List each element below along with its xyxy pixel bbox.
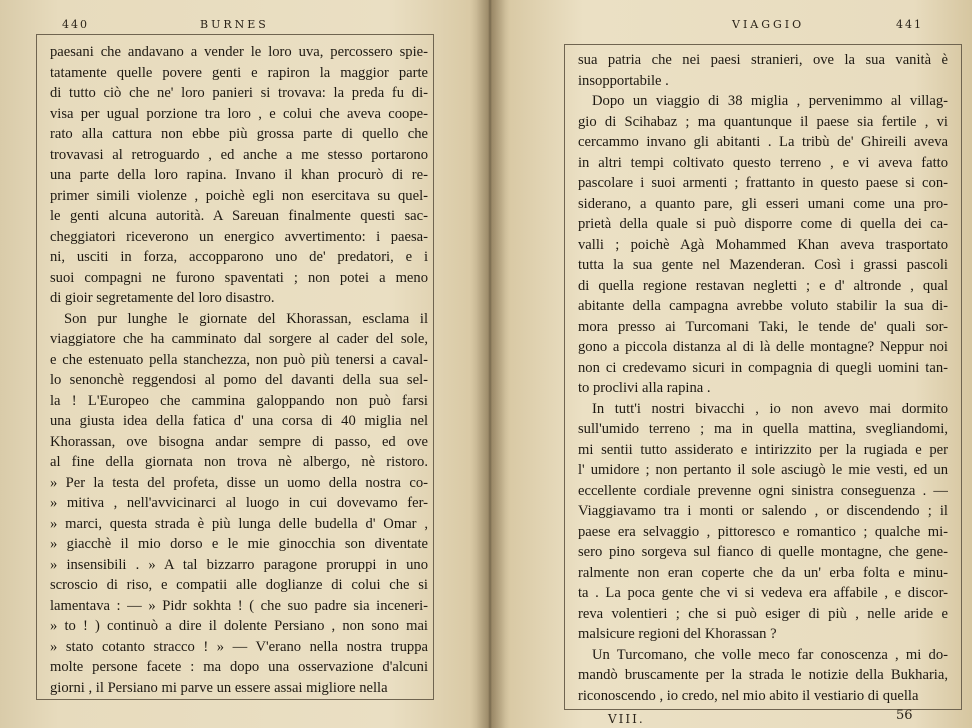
text-line: giorni , il Persiano mi parve un essere assai migliore nella: [50, 679, 388, 696]
text-line: rato alla cattura non ebbe più grossa parte di quello che: [50, 126, 428, 142]
text-line: prietà della quale si può disporre come di quella dei ca-: [578, 216, 948, 232]
text-line: eccellente cordiale prevenne ogni sinistra conseguenza . —: [578, 482, 948, 499]
text-line: mora presso ai Turcomani Taki, le tende de' quali sor-: [578, 318, 948, 335]
text-line: » to ! ) continuò a dire il dolente Persiano , non sono mai: [50, 618, 428, 634]
text-line: Un Turcomano, che volle meco far conoscenza , mi do-: [592, 646, 948, 663]
text-line: » giacchè il mio dorso e le mie ginocchia son diventate: [50, 536, 428, 552]
text-line: valli ; poichè Agà Mohammed Khan aveva trasportato: [578, 236, 948, 253]
text-line: viaggiatore che ha camminato dal sorgere al cader del sole,: [50, 331, 428, 347]
text-line: al fine della giornata non trova nè albergo, nè ristoro.: [50, 454, 428, 470]
text-line: sero pino sorgeva sul fianco di quelle montagne, che gene-: [578, 544, 948, 560]
text-line: mi sentii tutto assiderato e intirizzito per la rugiada e per: [578, 441, 948, 458]
right-page-text: [578, 50, 948, 706]
text-line: Viaggiavamo tra i monti or salendo , or discendendo ; il: [578, 503, 948, 519]
text-line: reva volentieri ; che si può esiger di più , nelle aride e: [578, 605, 948, 622]
text-line: trovavasi al retroguardo , ed anche a me stesso portarono: [50, 146, 428, 163]
text-line: lamentava : — » Pidr sokhta ! ( che suo padre sia inceneri-: [50, 597, 428, 614]
text-line: suoi compagni ne furono spaventati ; non potei a meno: [50, 269, 428, 286]
text-line: di tutto ciò che ne' loro panieri si trovava: la preda fu di-: [50, 85, 428, 101]
text-line: lo senonchè reggendosi al pomo del davanti della sua sel-: [50, 372, 428, 388]
right-running-title: VIAGGIO: [732, 18, 805, 31]
text-line: scroscio di riso, e compatii alle doglianze di colui che si: [50, 577, 428, 593]
text-line: to proclivi alla rapina .: [578, 380, 711, 396]
text-line: » mitiva , nell'avvicinarci al luogo in cui dovevamo fer-: [50, 495, 428, 511]
text-line: gono a piccola distanza al di là delle montagne? Neppur noi: [578, 339, 948, 355]
text-line: molte persone facete : ma dopo una osservazione d'alcuni: [50, 659, 428, 675]
text-line: primer simili violenze , poichè egli non esercitava su quel-: [50, 187, 428, 204]
text-line: riconoscendo , io credo, nel mio abito il vestiario di quella: [578, 687, 919, 704]
text-line: » insensibili . » A tal bizzarro paragone proruppi in uno: [50, 556, 428, 573]
text-line: » marci, questa strada è più lunga delle budella d' Omar ,: [50, 515, 428, 532]
text-line: malsicure regioni del Khorassan ?: [578, 626, 777, 642]
left-running-title: BURNES: [200, 18, 269, 31]
text-line: » Per la testa del profeta, disse un uomo della nostra co-: [50, 474, 428, 491]
right-page-number: 441: [896, 18, 923, 31]
left-page-number: 440: [62, 18, 89, 31]
right-page: [492, 0, 972, 728]
text-line: paesani che andavano a vender le loro uva, percossero spie-: [50, 44, 428, 60]
text-line: pascolare i suoi armenti ; frattanto in questo paese si con-: [578, 175, 948, 191]
text-line: tutta la sua gente nel Mazenderan. Così i grassi pascoli: [578, 257, 948, 273]
text-line: di gioir segretamente del loro disastro.: [50, 290, 275, 306]
text-line: cercammo invano gli abitanti . La tribù de' Ghireili aveva: [578, 134, 948, 150]
text-line: Khorassan, ove bisogna andar sempre di passo, ed ove: [50, 433, 428, 450]
text-line: visa per ugual porzione tra loro , e colui che aveva coope-: [50, 105, 428, 122]
text-line: una giusta idea della fatica d' una corsa di 40 miglia nel: [50, 413, 428, 429]
text-line: sua patria che nei paesi stranieri, ove la sua vanità è: [578, 52, 948, 68]
text-line: ni, usciti in forza, accopparono uno de' predatori, e i: [50, 249, 428, 265]
text-line: di quella regione restavan negletti ; e d' altronde , qual: [578, 277, 948, 294]
text-line: Dopo un viaggio di 38 miglia , pervenimmo al villag-: [592, 93, 948, 109]
text-line: gio di Scihabaz ; ma quantunque il paese sia fertile , vi: [578, 113, 948, 130]
text-line: mandò bruscamente per la strada le notizie della Bukharia,: [578, 667, 948, 683]
text-line: le genti alcuna autorità. A Sareuan finalmente questi sac-: [50, 208, 428, 224]
text-line: la ! L'Europeo che cammina galoppando non può farsi: [50, 392, 428, 409]
text-line: ralmente non eran coperte che da un' erba folta e minu-: [578, 564, 948, 581]
text-line: l' umidore ; non pertanto il sole asciugò le mie vesti, ed un: [578, 462, 948, 478]
text-line: siderano, a quanto pare, gli esseri umani come una pro-: [578, 195, 948, 212]
text-line: Son pur lunghe le giornate del Khorassan, esclama il: [64, 310, 428, 327]
text-line: sull'umido terreno ; ma in quella mattina, svegliandomi,: [578, 421, 948, 437]
text-line: una parte della loro rapina. Invano il khan procurò di re-: [50, 167, 428, 183]
text-line: » stato cotanto stracco ! » — V'erano nella nostra truppa: [50, 638, 428, 655]
text-line: insopportabile .: [578, 72, 669, 89]
text-line: In tutt'i nostri bivacchi , io non avevo mai dormito: [592, 400, 948, 417]
text-line: tatamente quelle povere genti e rapiron la maggior parte: [50, 64, 428, 81]
left-page-text: [50, 42, 428, 698]
text-line: cheggiatori riceverono un energico avvertimento: i paesa-: [50, 228, 428, 245]
text-line: ta . La poca gente che vi si vedeva era affabile , e discor-: [578, 585, 948, 601]
sheet-number: 56: [896, 708, 913, 723]
text-line: e che estenuato pella stanchezza, non può più tenersi a caval-: [50, 351, 428, 368]
text-line: paese era selvaggio , pittoresco e romantico ; qualche mi-: [578, 523, 948, 540]
text-line: non ci credevamo sicuri in compagnia di quegli uomini tan-: [578, 359, 948, 376]
text-line: abitante della campagna avrebbe voluto stabilir la sua di-: [578, 298, 948, 314]
text-line: in altri tempi coltivato questo terreno , e vi aveva fatto: [578, 154, 948, 171]
signature-mark: VIII.: [608, 712, 645, 726]
